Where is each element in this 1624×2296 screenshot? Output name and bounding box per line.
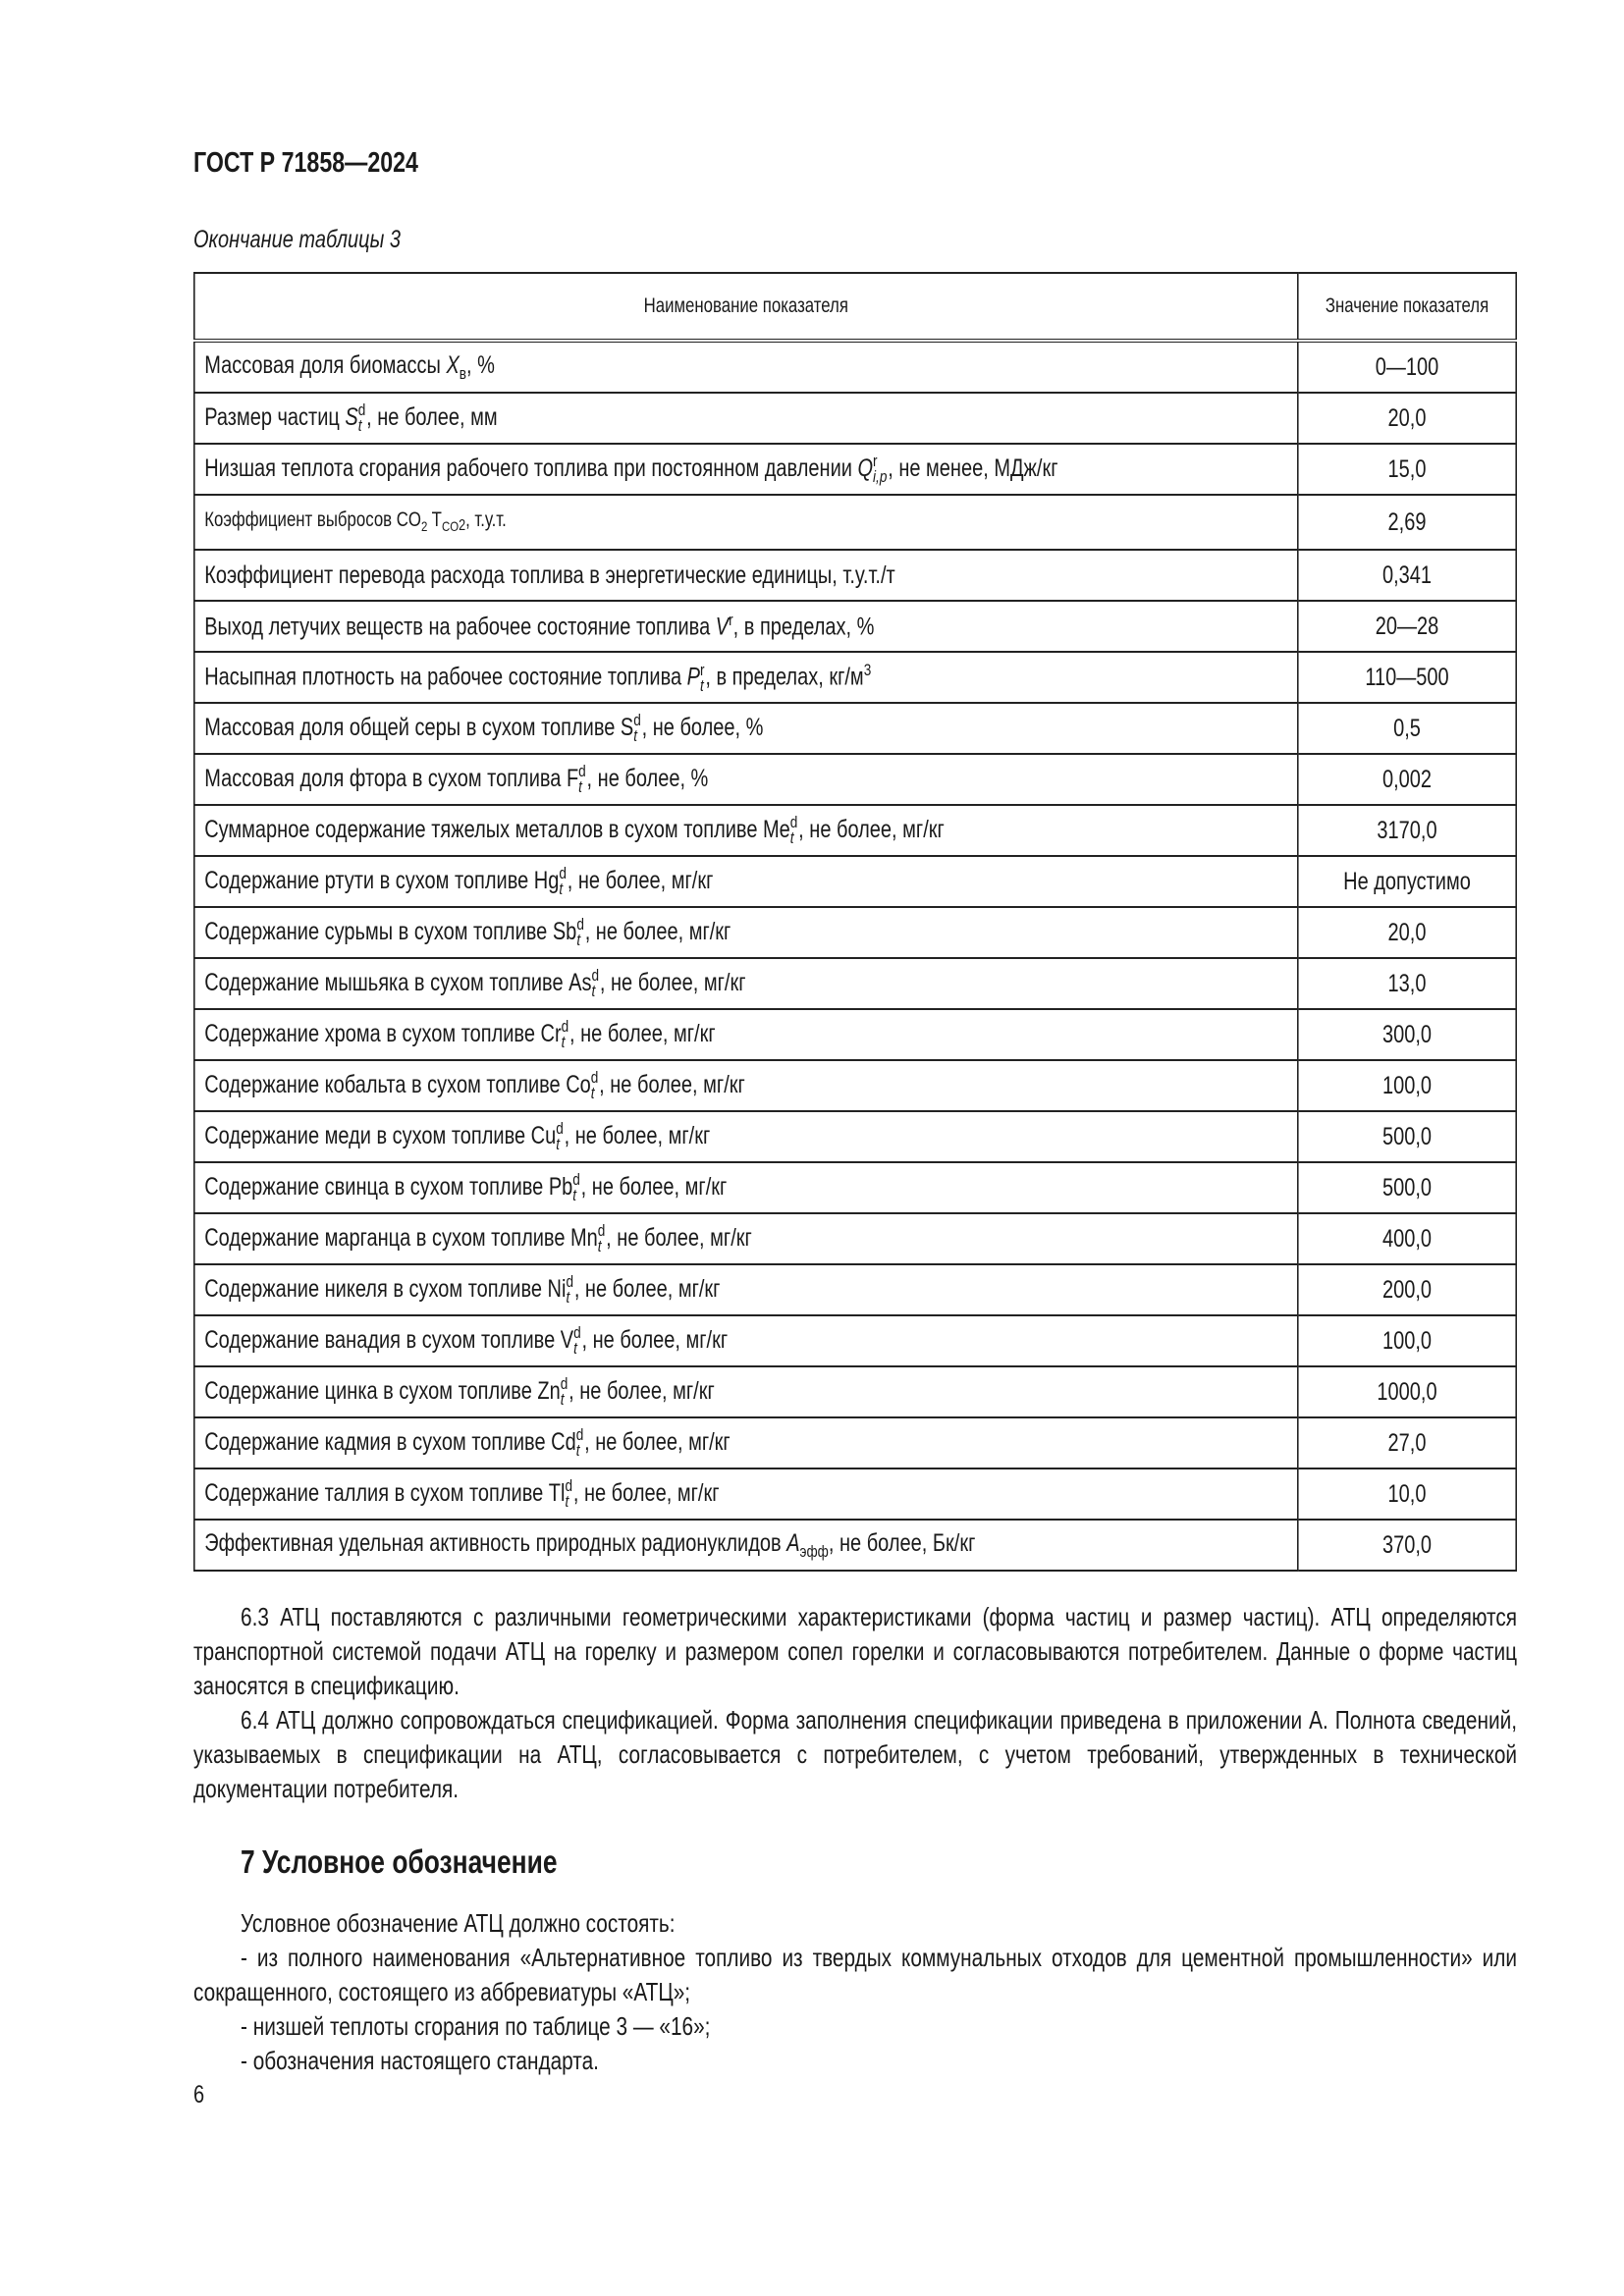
table-row (194, 1417, 1516, 1468)
index-mark: t (357, 416, 362, 435)
indicator-value: 20,0 (1298, 907, 1516, 958)
table-row (194, 495, 1516, 550)
index-mark: r (700, 660, 705, 679)
table-row (194, 341, 1516, 393)
text-segment: Содержание мышьяка в сухом топливе As (204, 968, 592, 996)
table-row (194, 1520, 1516, 1571)
indicator-name (194, 1213, 1298, 1264)
index-mark: t (590, 1084, 595, 1102)
symbol-segment (597, 1220, 606, 1255)
index-mark: d (590, 1067, 599, 1087)
text-segment: Содержание меди в сухом топливе Cu (204, 1121, 557, 1149)
symbol-segment: в (459, 363, 467, 383)
symbol-segment (633, 710, 641, 745)
symbol-segment (591, 965, 600, 1000)
index-mark: t (561, 1033, 566, 1051)
text-segment: , не более, мг/кг (569, 1019, 716, 1047)
index-mark: d (357, 400, 366, 419)
text-segment: Выход летучих веществ на рабочее состояние топлива (204, 613, 716, 641)
symbol-segment (573, 1322, 581, 1358)
symbol-segment (575, 1424, 584, 1460)
text-segment: , не более, мг/кг (599, 1070, 745, 1098)
text-segment: Содержание кобальта в сухом топливе Co (204, 1070, 591, 1098)
column-header-name: Наименование показателя (194, 273, 1298, 341)
text-segment: Массовая доля общей серы в сухом топливе S (204, 713, 634, 741)
symbol-segment (566, 1271, 574, 1307)
table-row (194, 1009, 1516, 1060)
text-segment: , не более, мг/кг (564, 1121, 711, 1149)
paragraph-6-3: 6.3 АТЦ поставляются с различными геометрическими характеристиками (форма частиц и размер частиц). АТЦ определяются транспортной системой подачи АТЦ на горелку и размером сопел горелки и согласовываются потребителем. Данные о форме частиц заносятся в спецификацию. (193, 1602, 1517, 1700)
table-row (194, 805, 1516, 856)
symbol-segment: V (715, 613, 730, 641)
indicator-name (194, 754, 1298, 805)
indicator-name (194, 1315, 1298, 1366)
indicators-table (193, 272, 1517, 1572)
section-7-intro: Условное обозначение АТЦ должно состоять: (241, 1908, 676, 1938)
list-item: - обозначения настоящего стандарта. (241, 2046, 599, 2075)
table-row (194, 856, 1516, 907)
text-segment: , не более, % (641, 713, 764, 741)
index-mark: d (633, 710, 641, 729)
indicator-name (194, 341, 1298, 393)
table-caption: Окончание таблицы 3 (193, 226, 402, 253)
symbol-segment (358, 402, 366, 434)
indicator-value: 27,0 (1298, 1417, 1516, 1468)
section-7-body (193, 1906, 1517, 2078)
symbol-segment: эфф (799, 1541, 829, 1561)
text-segment: , % (466, 350, 495, 379)
indicator-value: 20,0 (1298, 393, 1516, 444)
indicator-value: 2,69 (1298, 495, 1516, 550)
symbol-segment: 3 (863, 661, 872, 680)
table-row (194, 550, 1516, 601)
index-mark: d (560, 1373, 568, 1393)
symbol-segment (789, 812, 798, 847)
text-segment: Низшая теплота сгорания рабочего топлива при постоянном давлении (204, 454, 858, 482)
indicator-name (194, 1060, 1298, 1111)
text-segment: , не более, мг/кг (606, 1223, 752, 1252)
text-segment: , не более, Бк/кг (828, 1528, 976, 1557)
symbol-segment (578, 761, 586, 796)
table-row (194, 703, 1516, 754)
text-segment: , в пределах, кг/м (705, 663, 864, 691)
index-mark: t (556, 1135, 561, 1153)
indicator-value: 13,0 (1298, 958, 1516, 1009)
indicator-value: 200,0 (1298, 1264, 1516, 1315)
text-segment: T (427, 508, 442, 532)
symbol-segment: X (446, 350, 460, 379)
table-row (194, 652, 1516, 703)
indicator-name (194, 652, 1298, 703)
table-row (194, 393, 1516, 444)
text-segment: Коэффициент выбросов CO (204, 508, 421, 532)
symbol-segment (556, 1118, 564, 1153)
indicator-value: 0,5 (1298, 703, 1516, 754)
symbol-segment: P (686, 663, 701, 691)
symbol-segment: CO (441, 519, 460, 536)
indicator-value: 100,0 (1298, 1315, 1516, 1366)
symbol-segment (576, 914, 584, 949)
text-segment: , не более, мг/кг (573, 1274, 721, 1303)
table-row (194, 958, 1516, 1009)
index-mark: d (572, 1169, 580, 1189)
table-row (194, 754, 1516, 805)
index-mark: d (575, 1424, 584, 1444)
symbol-segment (700, 660, 705, 695)
index-mark: t (597, 1237, 602, 1255)
text-segment: Содержание марганца в сухом топливе Mn (204, 1223, 598, 1252)
text-segment: Насыпная плотность на рабочее состояние топлива (204, 663, 687, 691)
indicator-name (194, 444, 1298, 495)
index-mark: t (633, 726, 638, 745)
indicator-name (194, 1520, 1298, 1571)
table-row (194, 1213, 1516, 1264)
indicator-value: 20—28 (1298, 601, 1516, 652)
document-title: ГОСТ Р 71858—2024 (193, 147, 418, 179)
index-mark: d (561, 1016, 569, 1036)
table-row (194, 1264, 1516, 1315)
index-mark: d (576, 914, 584, 934)
text-segment: Коэффициент перевода расхода топлива в энергетические единицы, т.у.т./т (204, 561, 895, 589)
indicator-value: Не допустимо (1298, 856, 1516, 907)
symbol-segment (560, 1373, 568, 1409)
index-mark: d (566, 1271, 574, 1291)
indicator-name (194, 805, 1298, 856)
text-segment: , в пределах, % (732, 613, 875, 641)
indicator-value: 3170,0 (1298, 805, 1516, 856)
index-mark: t (789, 828, 794, 847)
text-segment: Содержание кадмия в сухом топливе Cd (204, 1427, 576, 1456)
table-row (194, 1111, 1516, 1162)
symbol-segment: r (729, 611, 733, 630)
index-mark: r (873, 451, 878, 470)
index-mark: t (700, 675, 704, 695)
symbol-segment: Q (857, 454, 874, 482)
indicator-value: 100,0 (1298, 1060, 1516, 1111)
table-row (194, 444, 1516, 495)
symbol-segment (561, 1016, 569, 1051)
index-mark: d (591, 965, 600, 985)
text-segment: Содержание сурьмы в сухом топливе Sb (204, 917, 577, 945)
indicator-name (194, 601, 1298, 652)
text-segment: Массовая доля фтора в сухом топлива F (204, 764, 579, 792)
table-row (194, 1060, 1516, 1111)
symbol-segment: 2 (459, 517, 466, 535)
index-mark: t (573, 1339, 577, 1358)
indicator-value: 500,0 (1298, 1162, 1516, 1213)
index-mark: i,p (873, 467, 888, 486)
indicator-name (194, 1417, 1298, 1468)
table-row (194, 1468, 1516, 1520)
table-row (194, 1366, 1516, 1417)
indicator-name (194, 1366, 1298, 1417)
text-segment: , не более, мг/кг (567, 866, 714, 894)
table-row (194, 601, 1516, 652)
text-segment: , не более, мм (366, 402, 498, 431)
text-segment: , не более, мг/кг (798, 815, 945, 843)
text-segment: Размер частиц (204, 402, 346, 431)
symbol-segment (590, 1067, 599, 1102)
text-segment: Содержание свинца в сухом топливе Pb (204, 1172, 573, 1201)
indicator-value: 370,0 (1298, 1520, 1516, 1571)
indicator-value: 1000,0 (1298, 1366, 1516, 1417)
text-segment: Массовая доля биомассы (204, 350, 447, 379)
text-segment: Содержание цинка в сухом топливе Zn (204, 1376, 561, 1405)
paragraphs-6 (193, 1600, 1517, 1806)
text-segment: , не более, мг/кг (572, 1478, 720, 1507)
indicator-value: 0—100 (1298, 341, 1516, 393)
indicator-value: 500,0 (1298, 1111, 1516, 1162)
indicator-name (194, 550, 1298, 601)
symbol-segment: A (786, 1528, 800, 1557)
index-mark: t (566, 1288, 570, 1307)
indicator-value: 110—500 (1298, 652, 1516, 703)
indicator-name (194, 1264, 1298, 1315)
symbol-segment: 2 (420, 519, 428, 536)
symbol-segment (572, 1169, 580, 1204)
index-mark: d (573, 1322, 581, 1342)
table-header-row (194, 273, 1516, 341)
text-segment: , не более, мг/кг (584, 1427, 731, 1456)
index-mark: t (591, 982, 596, 1000)
list-item: - низшей теплоты сгорания по таблице 3 — «16»; (241, 2011, 711, 2041)
index-mark: d (597, 1220, 606, 1240)
section-7-heading: 7 Условное обозначение (241, 1843, 558, 1880)
text-segment: , не более, мг/кг (568, 1376, 715, 1405)
index-mark: d (578, 761, 586, 780)
indicator-name (194, 1468, 1298, 1520)
index-mark: t (560, 1390, 565, 1409)
index-mark: t (559, 880, 564, 898)
table-row (194, 1315, 1516, 1366)
symbol-segment (873, 451, 888, 486)
indicator-value: 0,002 (1298, 754, 1516, 805)
indicator-name (194, 1111, 1298, 1162)
symbol-segment (559, 863, 567, 898)
table-row (194, 907, 1516, 958)
text-segment: , не более, мг/кг (599, 968, 746, 996)
index-mark: d (559, 863, 567, 882)
index-mark: t (576, 931, 581, 949)
index-mark: t (565, 1492, 569, 1511)
text-segment: , не менее, МДж/кг (888, 454, 1058, 482)
column-header-value: Значение показателя (1298, 273, 1516, 341)
indicator-value: 300,0 (1298, 1009, 1516, 1060)
text-segment: Содержание никеля в сухом топливе Ni (204, 1274, 567, 1303)
indicator-value: 400,0 (1298, 1213, 1516, 1264)
index-mark: d (565, 1475, 573, 1495)
indicator-value: 0,341 (1298, 550, 1516, 601)
index-mark: d (789, 812, 798, 831)
text-segment: Эффективная удельная активность природных радионуклидов (204, 1528, 787, 1557)
symbol-segment: S (345, 402, 358, 431)
indicator-name (194, 703, 1298, 754)
text-segment: , не более, мг/кг (581, 1325, 729, 1354)
indicator-name (194, 1009, 1298, 1060)
symbol-segment (565, 1475, 573, 1511)
index-mark: t (578, 777, 582, 796)
indicator-name (194, 1162, 1298, 1213)
text-segment: , не более, % (586, 764, 709, 792)
index-mark: t (572, 1186, 577, 1204)
indicator-name (194, 856, 1298, 907)
paragraph-6-4: 6.4 АТЦ должно сопровождаться спецификацией. Форма заполнения спецификации приведена в приложении А. Полнота сведений, указываемых в спецификации на АТЦ, согласовывается с потребителем, с учетом требований, утвержденных в технической документации потребителя. (193, 1705, 1517, 1803)
indicator-value: 15,0 (1298, 444, 1516, 495)
table-row (194, 1162, 1516, 1213)
index-mark: d (556, 1118, 564, 1138)
text-segment: Суммарное содержание тяжелых металлов в сухом топливе Me (204, 815, 790, 843)
indicator-name (194, 495, 1298, 550)
text-segment: , не более, мг/кг (584, 917, 731, 945)
text-segment: , т.у.т. (465, 508, 507, 532)
indicator-name (194, 958, 1298, 1009)
text-segment: , не более, мг/кг (580, 1172, 728, 1201)
text-segment: Содержание ртути в сухом топливе Hg (204, 866, 560, 894)
text-segment: Содержание хрома в сухом топливе Cr (204, 1019, 562, 1047)
text-segment: Содержание таллия в сухом топливе Tl (204, 1478, 566, 1507)
indicator-name (194, 907, 1298, 958)
indicator-value: 10,0 (1298, 1468, 1516, 1520)
indicator-name (194, 393, 1298, 444)
page-number: 6 (193, 2081, 205, 2109)
list-item: - из полного наименования «Альтернативное топливо из твердых коммунальных отходов для цементной промышленности» или сокращенного, состоящего из аббревиатуры «АТЦ»; (193, 1943, 1517, 2006)
text-segment: Содержание ванадия в сухом топливе V (204, 1325, 574, 1354)
index-mark: t (575, 1441, 580, 1460)
